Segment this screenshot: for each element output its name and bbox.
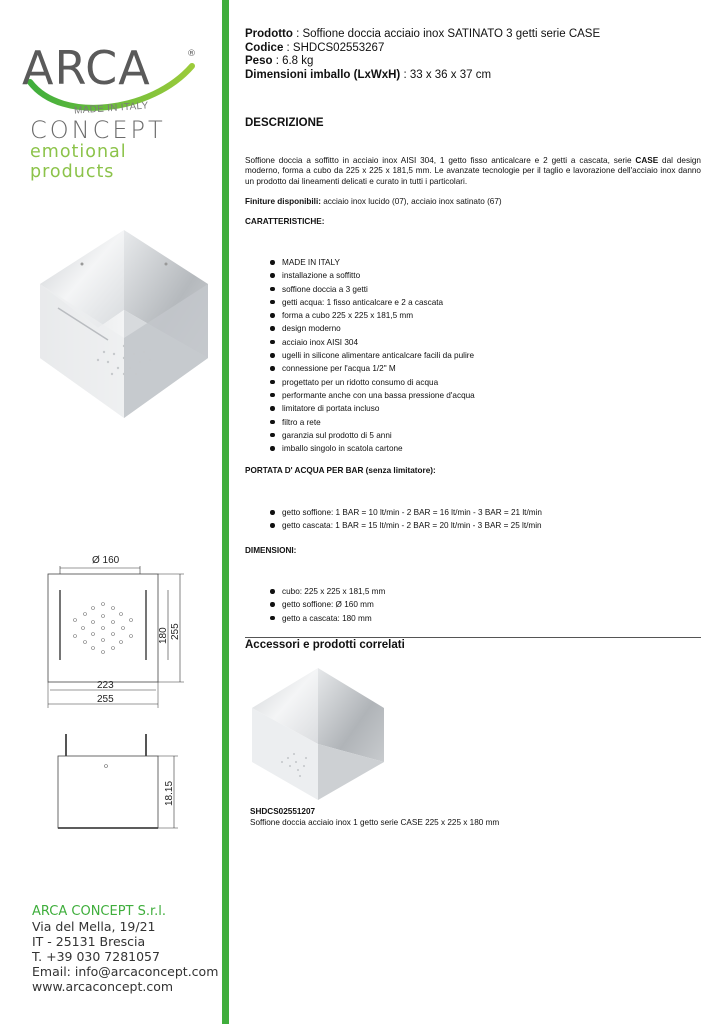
svg-text:®: ®	[187, 49, 196, 59]
feature-item: design moderno	[270, 322, 475, 335]
address-phone: T. +39 030 7281057	[32, 949, 160, 964]
green-divider-bar	[222, 0, 229, 1024]
company-logo	[22, 42, 202, 182]
address-email[interactable]: Email: info@arcaconcept.com	[32, 964, 219, 979]
feature-item: acciaio inox AISI 304	[270, 336, 475, 349]
feature-item: installazione a soffitto	[270, 269, 475, 282]
product-name-line: Prodotto : Soffione doccia acciaio inox SATINATO 3 getti serie CASE	[245, 28, 601, 40]
dimension-item: cubo: 225 x 225 x 181,5 mm	[270, 585, 385, 598]
company-name: ARCA CONCEPT S.r.l.	[32, 904, 167, 919]
product-weight-line: Peso : 6.8 kg	[245, 55, 314, 67]
address-street: Via del Mella, 19/21	[32, 919, 156, 934]
dimension-item: getto a cascata: 180 mm	[270, 612, 385, 625]
logo-tagline: emotional products	[30, 142, 127, 182]
feature-item: getti acqua: 1 fisso anticalcare e 2 a cascata	[270, 296, 475, 309]
feature-item: limitatore di portata incluso	[270, 402, 475, 415]
technical-drawing-side-view	[44, 730, 204, 840]
feature-item: progettato per un ridotto consumo di acqua	[270, 376, 475, 389]
feature-item: garanzia sul prodotto di 5 anni	[270, 429, 475, 442]
dim-1815-label: 18.15	[164, 780, 175, 806]
dim-diameter-label: Ø 160	[92, 555, 120, 566]
accessory-code[interactable]: SHDCS02551207	[250, 807, 316, 816]
address-website[interactable]: www.arcaconcept.com	[32, 979, 174, 994]
logo-brand-text: ARCA	[22, 42, 151, 95]
dim-180-label: 180	[158, 627, 169, 644]
feature-item: forma a cubo 225 x 225 x 181,5 mm	[270, 309, 475, 322]
features-title: CARATTERISTICHE:	[245, 217, 325, 226]
dimension-item: getto soffione: Ø 160 mm	[270, 598, 385, 611]
finishes-line: Finiture disponibili: acciaio inox lucido (07), acciaio inox satinato (67)	[245, 197, 502, 206]
accessories-title: Accessori e prodotti correlati	[245, 639, 405, 651]
feature-item: imballo singolo in scatola cartone	[270, 442, 475, 455]
accessory-product-image[interactable]	[250, 666, 386, 800]
features-list	[270, 256, 475, 455]
technical-drawing-top-view	[40, 552, 200, 712]
product-image	[38, 228, 210, 418]
feature-item: performante anche con una bassa pressione d'acqua	[270, 389, 475, 402]
description-title: DESCRIZIONE	[245, 117, 324, 129]
feature-item: MADE IN ITALY	[270, 256, 475, 269]
feature-item: filtro a rete	[270, 416, 475, 429]
dim-255-vertical-label: 255	[170, 623, 181, 640]
address-city: IT - 25131 Brescia	[32, 934, 146, 949]
dimensions-title: DIMENSIONI:	[245, 546, 297, 555]
logo-made-in-italy: MADE IN ITALY	[73, 100, 149, 117]
flow-item: getto cascata: 1 BAR = 15 lt/min - 2 BAR = 20 lt/min - 3 BAR = 25 lt/min	[270, 519, 542, 532]
section-divider	[245, 637, 701, 638]
flow-list	[270, 506, 542, 533]
logo-concept: CONCEPT	[30, 116, 166, 144]
feature-item: connessione per l'acqua 1/2" M	[270, 362, 475, 375]
dimensions-list	[270, 585, 385, 625]
company-address-block	[32, 904, 218, 994]
description-text: Soffione doccia a soffitto in acciaio inox AISI 304, 1 getto fisso anticalcare e 2 getti a cascata, serie CASE dal design moderno, forma a cubo da 225 x 225 x 181,5 mm. Le avanzate tecnologie per il taglio e lavorazione dell'acciaio inox danno un prodotto dai lineamenti delicati e curato in tutti i particolari.	[245, 156, 701, 186]
flow-item: getto soffione: 1 BAR = 10 lt/min - 2 BAR = 16 lt/min - 3 BAR = 21 lt/min	[270, 506, 542, 519]
dim-255-horizontal-label: 255	[97, 694, 114, 705]
product-header	[245, 28, 600, 82]
accessory-description: Soffione doccia acciaio inox 1 getto serie CASE 225 x 225 x 180 mm	[250, 818, 500, 827]
feature-item: soffione doccia a 3 getti	[270, 283, 475, 296]
product-dims-line: Dimensioni imballo (LxWxH) : 33 x 36 x 37 cm	[245, 68, 492, 81]
dim-223-label: 223	[97, 680, 114, 691]
feature-item: ugelli in silicone alimentare anticalcare facili da pulire	[270, 349, 475, 362]
product-code-line: Codice : SHDCS02553267	[245, 41, 385, 54]
flow-title: PORTATA D' ACQUA PER BAR (senza limitatore):	[245, 466, 436, 475]
